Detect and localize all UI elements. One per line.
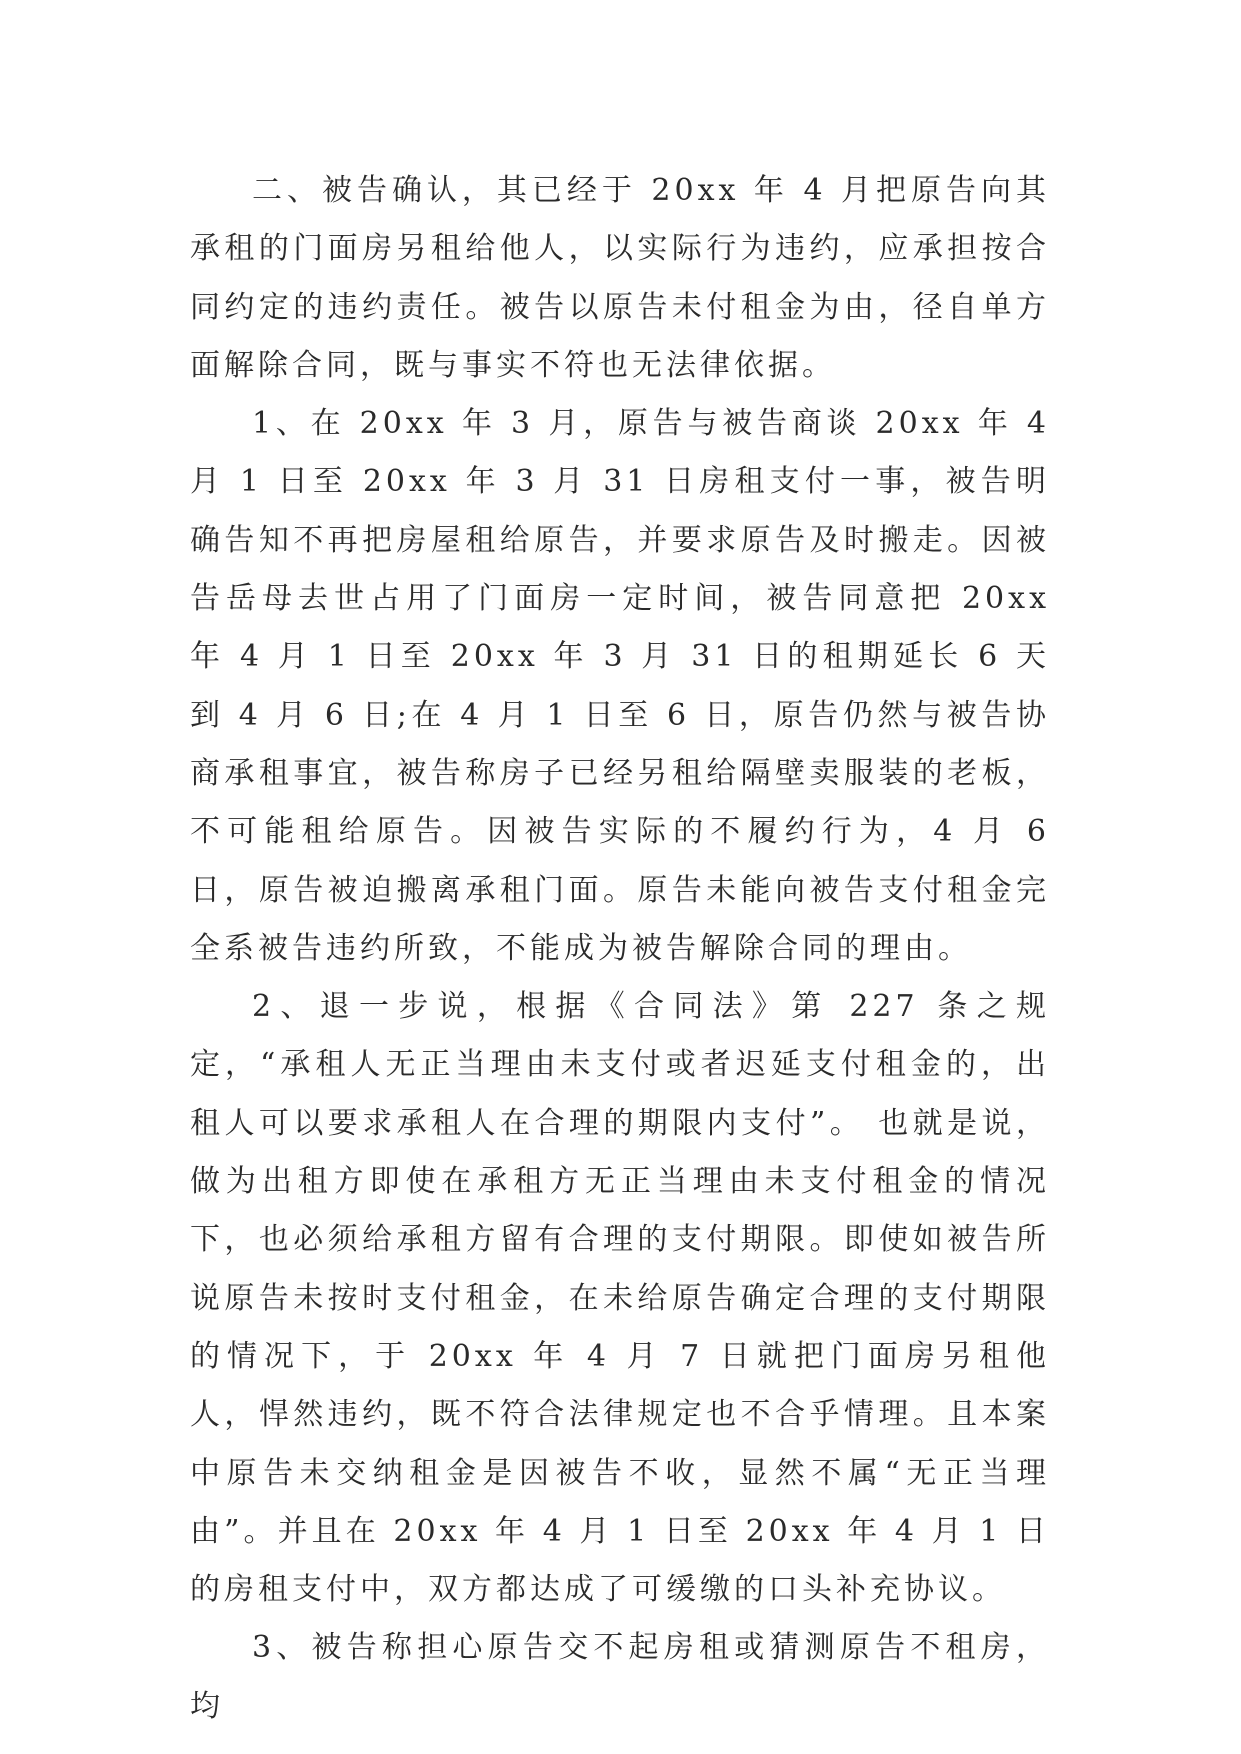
paragraph-point-2: 2、退一步说，根据《合同法》第 227 条之规定，“承租人无正当理由未支付或者迟延支付租金的，出租人可以要求承租人在合理的期限内支付”。 也就是说，做为出租方即使在承租方无正当理由未支付租金的情况下，也必须给承租方留有合理的支付期限。即使如被告所说原告未按时支付租金，在未给原告确定合理的支付期限的情况下，于 20xx 年 4 月 7 日就把门面房另租他人，悍然违约，既不符合法律规定也不合乎情理。且本案中原告未交纳租金是因被告不收，显然不属“无正当理由”。并且在 20xx 年 4 月 1 日至 20xx 年 4 月 1 日的房租支付中，双方都达成了可缓缴的口头补充协议。	[190, 989, 1050, 1608]
paragraph-defendant-breach: 二、被告确认，其已经于 20xx 年 4 月把原告向其承租的门面房另租给他人，以实际行为违约，应承担按合同约定的违约责任。被告以原告未付租金为由，径自单方面解除合同，既与事实不符也无法律依据。	[190, 173, 1050, 383]
document-body	[190, 162, 1050, 1736]
paragraph-point-3: 3、被告称担心原告交不起房租或猜测原告不租房，均	[190, 1630, 1050, 1724]
paragraph-point-1: 1、在 20xx 年 3 月，原告与被告商谈 20xx 年 4 月 1 日至 20xx 年 3 月 31 日房租支付一事，被告明确告知不再把房屋租给原告，并要求原告及时搬走。因被告岳母去世占用了门面房一定时间，被告同意把 20xx 年 4 月 1 日至 20xx 年 3 月 31 日的租期延长 6 天到 4 月 6 日;在 4 月 1 日至 6 日，原告仍然与被告协商承租事宜，被告称房子已经另租给隔壁卖服装的老板，不可能租给原告。因被告实际的不履约行为，4 月 6 日，原告被迫搬离承租门面。原告未能向被告支付租金完全系被告违约所致，不能成为被告解除合同的理由。	[190, 406, 1050, 966]
